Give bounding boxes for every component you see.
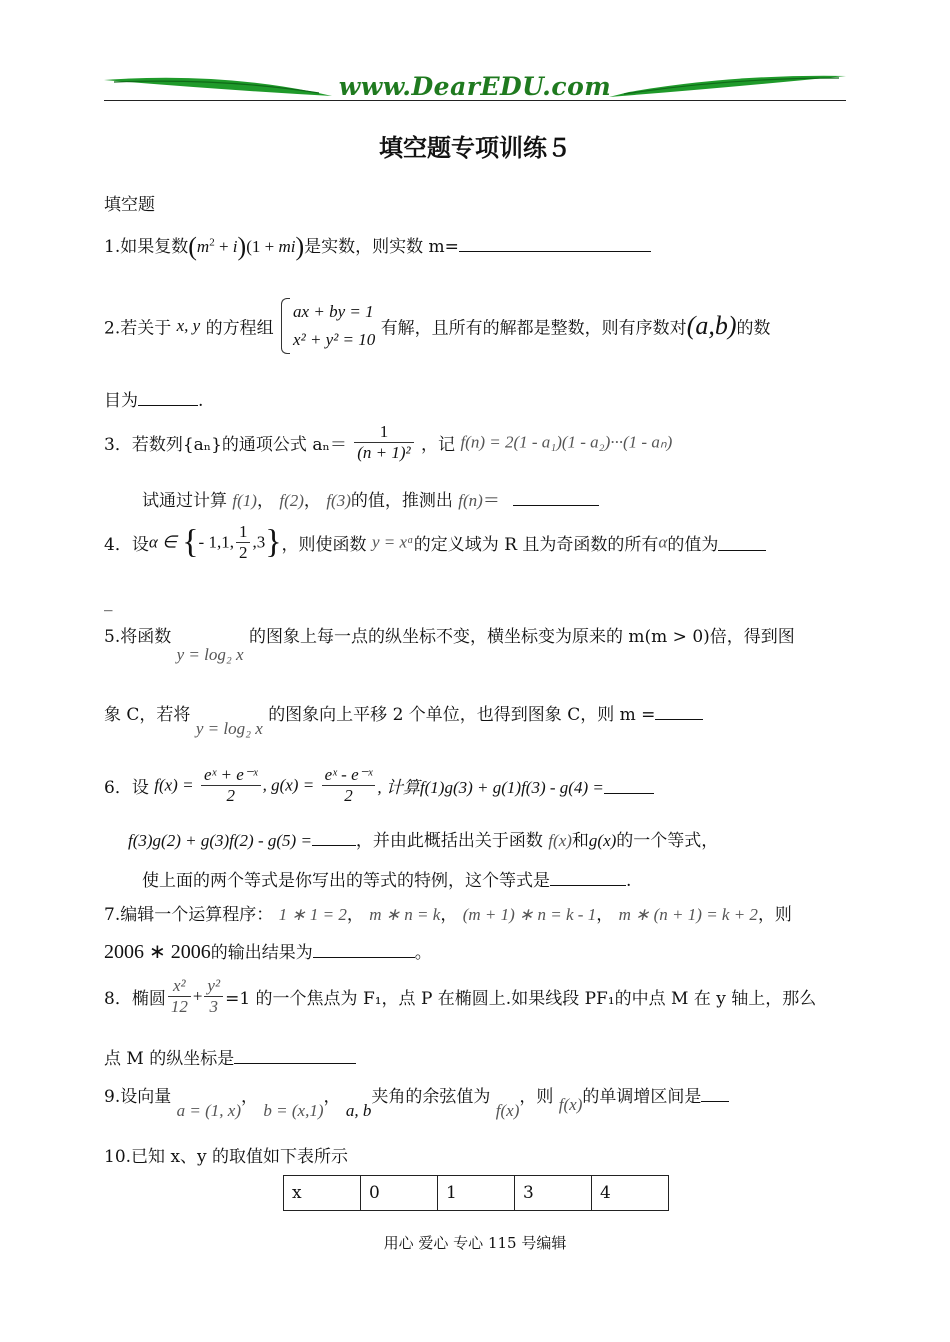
fraction-f: $\frac{\text{eˣ + e⁻ˣ}}{2}$ bbox=[201, 765, 261, 806]
page-footer: 用心 爱心 专心 115 号编辑 bbox=[383, 1234, 567, 1252]
table-cell: 3 bbox=[515, 1176, 592, 1211]
answer-blank-8[interactable] bbox=[234, 1047, 356, 1064]
question-5-line-2: 象 C，若将 y = log₂ x 的图象向上平移 2 个单位，也得到图象 C，则 m = bbox=[104, 700, 703, 725]
question-3: 3．若数列{aₙ}的通项公式 aₙ＝ $\frac{1}{\text{(n + 1)²}}$ ，记 f(n) = 2(1 - a₁)(1 - a₂)···(1 - aₙ) bbox=[104, 422, 673, 462]
question-2: 2.若关于 x, y 的方程组 ax + by = 1 x² + y² = 10 有解，且所有的解都是整数，则有序数对(a,b)的数 bbox=[104, 298, 771, 354]
fraction-y2-3: $\frac{\text{y²}}{3}$ bbox=[204, 976, 223, 1017]
fraction-g: $\frac{\text{eˣ - e⁻ˣ}}{2}$ bbox=[322, 765, 376, 806]
answer-blank-6a[interactable] bbox=[604, 777, 654, 794]
table-cell: 4 bbox=[592, 1176, 669, 1211]
answer-blank-3[interactable] bbox=[513, 489, 599, 506]
question-4-line-2: _ bbox=[104, 592, 113, 612]
question-3-line-2: 试通过计算 f(1)， f(2)， f(3)的值，推测出 f(n)＝ bbox=[142, 486, 599, 511]
question-1: 1.如果复数$(m^2 + i)(1 + mi)$是实数，则实数 m= bbox=[104, 232, 651, 262]
question-7-line-2: 2006 ∗ 2006的输出结果为 。 bbox=[104, 941, 432, 963]
answer-blank-5[interactable] bbox=[655, 703, 703, 720]
question-9: 9.设向量 a = (1, x)， b = (x,1)， a, b夹角的余弦值为 f(x)，则 f(x)的单调增区间是 bbox=[104, 1082, 729, 1107]
answer-blank-7[interactable] bbox=[313, 941, 415, 958]
question-8-line-2: 点 M 的纵坐标是 bbox=[104, 1044, 356, 1069]
xy-value-table bbox=[283, 1175, 669, 1211]
table-row bbox=[284, 1176, 669, 1211]
question-4: 4．设α ∈ {- 1,1, $\frac{1}{2}$ ,3}，则使函数 y = xᵅ的定义域为 R 且为奇函数的所有α的值为 bbox=[104, 522, 766, 563]
header-logo bbox=[104, 70, 846, 104]
equation-system: ax + by = 1 x² + y² = 10 bbox=[279, 298, 375, 354]
answer-blank-6c[interactable] bbox=[550, 869, 626, 886]
fraction-one-half: $\frac{1}{2}$ bbox=[236, 522, 251, 563]
page-title: 填空题专项训练５ bbox=[379, 134, 571, 162]
answer-blank-6b[interactable] bbox=[312, 829, 356, 846]
table-cell: x bbox=[284, 1176, 361, 1211]
question-7: 7.编辑一个运算程序： 1 ∗ 1 = 2， m ∗ n = k， (m + 1) ∗ n = k - 1， m ∗ (n + 1) = k + 2，则 bbox=[104, 905, 792, 925]
answer-blank-9[interactable] bbox=[701, 1085, 729, 1102]
fraction-x2-12: $\frac{\text{x²}}{12}$ bbox=[168, 976, 191, 1017]
answer-blank-4[interactable] bbox=[718, 534, 766, 551]
fraction-1-over-n: $\frac{1}{\text{(n + 1)²}}$ bbox=[354, 422, 413, 463]
question-6-line-3: 使上面的两个等式是你写出的等式的特例，这个等式是 . bbox=[142, 871, 632, 891]
answer-blank-2[interactable] bbox=[138, 389, 198, 406]
table-cell: 1 bbox=[438, 1176, 515, 1211]
question-10: 10.已知 x、y 的取值如下表所示 bbox=[104, 1147, 349, 1167]
table-cell: 0 bbox=[361, 1176, 438, 1211]
question-8: 8．椭圆 $\frac{\text{x²}}{12}$ + $\frac{\text{y²}}{3}$ =1 的一个焦点为 F₁，点 P 在椭圆上.如果线段 PF₁的中点 M 在 y 轴上，那么 bbox=[104, 976, 817, 1016]
question-6: 6．设 f(x) = $\frac{\text{eˣ + e⁻ˣ}}{2}$ , g(x) = $\frac{\text{eˣ - e⁻ˣ}}{2}$ , 计算f(1)g(3) + g(1)f(3) - g(4) = bbox=[104, 765, 654, 806]
section-label: 填空题 bbox=[104, 195, 155, 215]
question-5: 5.将函数 y = log₂ x 的图象上每一点的纵坐标不变，横坐标变为原来的 m(m > 0)倍，得到图 bbox=[104, 627, 795, 664]
header-rule bbox=[104, 100, 846, 101]
question-2-line-2: 目为 . bbox=[104, 391, 204, 411]
answer-blank-1[interactable] bbox=[459, 235, 651, 252]
logo-text: www.DearEDU.com bbox=[338, 72, 612, 101]
question-6-line-2: f(3)g(2) + g(3)f(2) - g(5) = ，并由此概括出关于函数 f(x)和g(x)的一个等式， bbox=[128, 831, 719, 851]
